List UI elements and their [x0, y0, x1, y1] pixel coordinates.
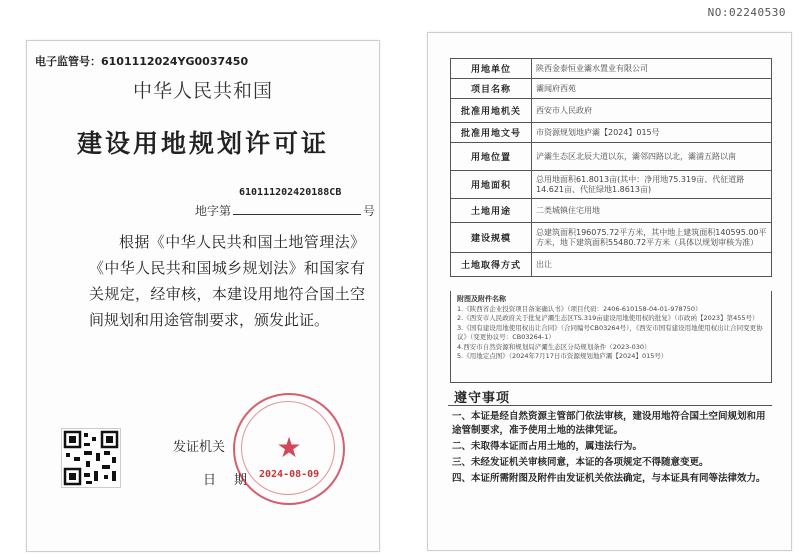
- row-label: 项目名称: [451, 79, 532, 99]
- row-label: 用地面积: [451, 171, 532, 199]
- row-label: 用地位置: [451, 143, 532, 171]
- table-row: [451, 99, 772, 123]
- land-details-table: [450, 58, 772, 277]
- document-serial-number: NO:02240530: [707, 6, 786, 19]
- certificate-details-page: [427, 32, 792, 551]
- row-value: 陕西金泰恒业灞水置业有限公司: [532, 59, 772, 79]
- table-row: [451, 171, 772, 199]
- certificate-number: 610111202420188CB: [239, 187, 342, 198]
- rules-title: 遵守事项: [454, 391, 511, 406]
- table-row: [451, 59, 772, 79]
- attachments-title: 附图及附件名称: [457, 295, 506, 303]
- issue-date-label: 日期: [203, 473, 266, 488]
- row-value: 灞闻府西苑: [532, 79, 772, 99]
- row-value: 西安市人民政府: [532, 99, 772, 123]
- rules-divider: [448, 405, 772, 406]
- row-value: 市资源规划地庐灞【2024】015号: [532, 123, 772, 143]
- electronic-supervision-code: 电子监管号：6101112024YG0037450: [35, 55, 249, 68]
- table-row: [451, 253, 772, 277]
- rule-item: 二、未取得本证而占用土地的，属违法行为。: [452, 441, 643, 452]
- table-row: [451, 199, 772, 223]
- table-row: [451, 123, 772, 143]
- attachments-section: [450, 291, 772, 383]
- row-value: 总用地面积61.8013亩(其中：净用地75.319亩、代征道路14.621亩、代征绿地1.8613亩): [532, 171, 772, 199]
- issuing-authority-label: 发证机关: [173, 440, 226, 455]
- attachment-item: 4.西安市自然资源和规划局浐灞生态区分局规划条件（2023-030）: [457, 342, 651, 351]
- row-value: 出让: [532, 253, 772, 277]
- rules-list: [452, 410, 772, 488]
- certificate-body-text: 根据《中华人民共和国土地管理法》《中华人民共和国城乡规划法》和国家有关规定，经审核，本建设用地符合国土空间规划和用途管制要求，颁发此证。: [89, 233, 365, 329]
- table-row: [451, 223, 772, 253]
- row-label: 用地单位: [451, 59, 532, 79]
- rule-item: 一、本证是经自然资源主管部门依法审核，建设用地符合国土空间规划和用途管制要求，准予使用土地的法律凭证。: [452, 411, 766, 436]
- issue-date: 2024-08-09: [259, 469, 320, 480]
- certificate-number-row: [195, 202, 375, 219]
- seal-star-icon: ★: [276, 431, 302, 464]
- official-seal-stamp: [233, 393, 345, 505]
- rule-item: 四、本证所需附图及附件由发证机关依法确定，与本证具有同等法律效力。: [452, 473, 766, 484]
- row-value: 二类城镇住宅用地: [532, 199, 772, 223]
- row-value: 浐灞生态区北辰大道以东，灞邻四路以北，灞浦五路以南: [532, 143, 772, 171]
- certificate-title: 建设用地规划许可证: [76, 129, 329, 158]
- row-value: 总建筑面积196075.72平方米，其中地上建筑面积140595.00平方米，地下建筑面积55480.72平方米（具体以规划审核为准）: [532, 223, 772, 253]
- rule-item: 三、未经发证机关审核同意，本证的各项规定不得随意变更。: [452, 457, 709, 468]
- attachment-item: 5.《用地定点图》（2024年7月17日市资源规划地庐灞【2024】015号）: [457, 352, 668, 360]
- row-label: 建设规模: [451, 223, 532, 253]
- row-label: 批准用地机关: [451, 99, 532, 123]
- row-label: 批准用地文号: [451, 123, 532, 143]
- attachment-item: 1.《陕西省企业投资项目备案确认书》（项目代码：2406-610158-04-01-978750）: [457, 304, 702, 313]
- certificate-front-page: [26, 40, 380, 552]
- row-label: 土地用途: [451, 199, 532, 223]
- qr-code-icon: [61, 428, 121, 488]
- row-label: 土地取得方式: [451, 253, 532, 277]
- number-prefix: 地字第: [195, 204, 232, 218]
- number-suffix: 号: [363, 204, 376, 218]
- number-underline: [233, 204, 361, 215]
- table-row: [451, 79, 772, 99]
- attachment-item: 3.《国有建设用地使用权出让合同》（合同编号CB03264号），《西安市国有建设用地使用权出让合同变更协议》（变更协议号：CB03264-1）: [457, 323, 763, 341]
- table-row: [451, 143, 772, 171]
- country-name: 中华人民共和国: [132, 80, 273, 102]
- attachment-item: 2.《西安市人民政府关于批复浐灞生态区TS.319亩建设用地使用权的批复》（市政函【2023】第455号）: [457, 314, 759, 322]
